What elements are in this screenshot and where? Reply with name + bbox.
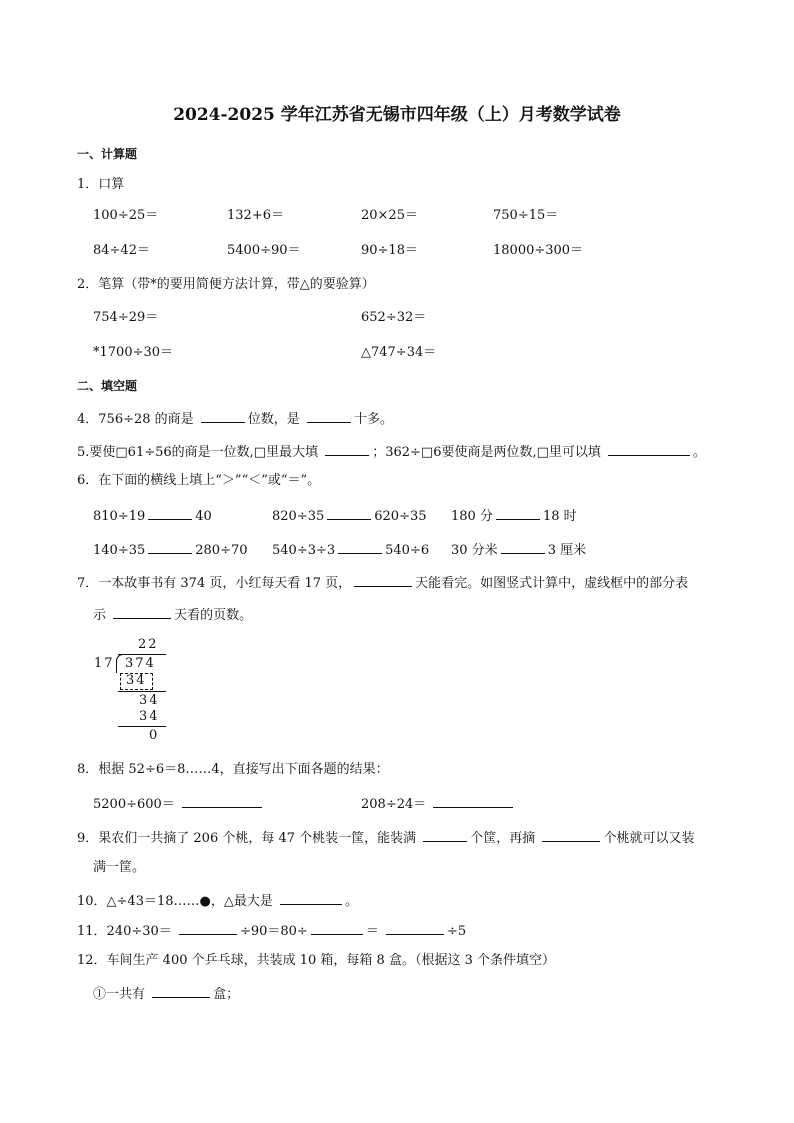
q6-left: 180 分	[451, 509, 493, 524]
q8-text: 5200÷600＝	[93, 797, 175, 812]
ld-divisor: 17	[94, 656, 115, 671]
q1-item: 20×25＝	[361, 208, 418, 223]
q2-item: 754÷29＝	[93, 310, 159, 325]
ld-rule	[118, 691, 166, 692]
q11-text: ＝	[365, 924, 379, 939]
answer-blank[interactable]	[113, 606, 171, 619]
answer-blank[interactable]	[201, 410, 245, 423]
q6-left: 540÷3÷3	[272, 543, 336, 558]
ld-product: 34	[139, 709, 160, 724]
answer-blank[interactable]	[386, 922, 444, 935]
q6-left: 810÷19	[93, 509, 146, 524]
q6-item	[451, 507, 577, 525]
q8-item	[93, 795, 265, 813]
q6-item	[93, 507, 212, 525]
q1-item: 100÷25＝	[93, 208, 159, 223]
ld-remainder: 0	[149, 728, 160, 743]
q2-label: 2．笔算（带*的要用简便方法计算，带△的要验算）	[77, 277, 375, 292]
ld-bracket	[116, 654, 123, 673]
q6-right: 280÷70	[195, 543, 248, 558]
q2-item: *1700÷30＝	[93, 345, 174, 360]
q7-text: 示	[93, 608, 107, 623]
q6-left: 140÷35	[93, 543, 146, 558]
q9-line1	[77, 829, 694, 847]
q12-text: 盒；	[213, 987, 240, 1002]
q6-item	[451, 541, 586, 559]
answer-blank[interactable]	[608, 443, 690, 456]
q11-text: ÷5	[446, 924, 467, 939]
q6-item	[93, 541, 248, 559]
q12-sub1	[93, 985, 239, 1003]
q6-label: 6．在下面的横线上填上“＞”“＜”或“＝”。	[77, 473, 321, 488]
q7-text: 7．一本故事书有 374 页，小红每天看 17 页，	[77, 576, 352, 591]
q6-right: 540÷6	[385, 543, 430, 558]
answer-blank[interactable]	[542, 829, 600, 842]
q10-text: 10．△÷43＝18……●，△最大是	[77, 894, 273, 909]
q6-left: 30 分米	[451, 543, 498, 558]
ld-remainder-step: 34	[139, 693, 160, 708]
section-heading-fill: 二、填空题	[77, 379, 138, 393]
q6-item	[272, 541, 429, 559]
q8-text: 208÷24＝	[361, 797, 427, 812]
answer-blank[interactable]	[152, 985, 210, 998]
ld-dividend: 374	[125, 656, 156, 671]
q1-item: 84÷42＝	[93, 243, 150, 258]
q6-item	[272, 507, 427, 525]
answer-blank[interactable]	[423, 829, 467, 842]
answer-blank[interactable]	[327, 507, 371, 520]
q11-text: 11．240÷30＝	[77, 924, 172, 939]
q4	[77, 410, 393, 428]
q5-text: 5.要使□61÷56的商是一位数,□里最大填	[77, 445, 319, 460]
answer-blank[interactable]	[148, 541, 192, 554]
answer-blank[interactable]	[338, 541, 382, 554]
section-heading-calc: 一、计算题	[77, 147, 138, 161]
q5-text: 。	[693, 445, 707, 460]
q12-label: 12．车间生产 400 个乒乓球，共装成 10 箱，每箱 8 盒。（根据这 3 个条件填空）	[77, 953, 555, 968]
answer-blank[interactable]	[354, 574, 412, 587]
q1-item: 18000÷300＝	[493, 243, 584, 258]
q1-label: 1．口算	[77, 177, 125, 192]
q7-line2	[93, 606, 252, 624]
q5	[77, 443, 706, 461]
answer-blank[interactable]	[307, 410, 351, 423]
answer-blank[interactable]	[280, 892, 342, 905]
q6-right: 3 厘米	[547, 543, 587, 558]
q12-text: ①一共有	[93, 987, 146, 1002]
q2-item: 652÷32＝	[361, 310, 427, 325]
q7-line1	[77, 574, 688, 592]
q4-text: 4．756÷28 的商是	[77, 412, 194, 427]
q1-item: 5400÷90＝	[227, 243, 301, 258]
answer-blank[interactable]	[496, 507, 540, 520]
answer-blank[interactable]	[182, 795, 262, 808]
ld-product: 34	[126, 673, 147, 688]
q8-label: 8．根据 52÷6＝8……4，直接写出下面各题的结果：	[77, 762, 389, 777]
q2-item: △747÷34＝	[361, 345, 437, 360]
q6-right: 40	[195, 509, 212, 524]
answer-blank[interactable]	[311, 922, 363, 935]
answer-blank[interactable]	[433, 795, 513, 808]
q4-text: 位数，是	[247, 412, 300, 427]
q11	[77, 922, 466, 940]
q10-text: 。	[345, 894, 359, 909]
q8-item	[361, 795, 516, 813]
q9-line2: 满一筐。	[93, 860, 146, 875]
page-title: 2024-2025 学年江苏省无锡市四年级（上）月考数学试卷	[173, 105, 621, 125]
answer-blank[interactable]	[179, 922, 237, 935]
q5-text: ；362÷□6要使商是两位数,□里可以填	[372, 445, 601, 460]
answer-blank[interactable]	[325, 443, 369, 456]
q6-right: 18 时	[542, 509, 577, 524]
q1-item: 132+6＝	[227, 208, 284, 223]
q1-item: 90÷18＝	[361, 243, 418, 258]
q9-text: 个筐，再摘	[470, 831, 536, 846]
q7-text: 天看的页数。	[174, 608, 253, 623]
ld-quotient: 22	[138, 637, 159, 652]
q9-text: 个桃就可以又装	[603, 831, 695, 846]
q4-text: 十多。	[353, 412, 393, 427]
q11-text: ÷90＝80÷	[239, 924, 308, 939]
ld-vinculum	[118, 654, 166, 655]
q7-text: 天能看完。如图竖式计算中，虚线框中的部分表	[415, 576, 689, 591]
answer-blank[interactable]	[501, 541, 545, 554]
q6-right: 620÷35	[374, 509, 427, 524]
answer-blank[interactable]	[148, 507, 192, 520]
ld-rule	[118, 726, 166, 727]
q6-left: 820÷35	[272, 509, 325, 524]
q10	[77, 892, 358, 910]
q1-item: 750÷15＝	[493, 208, 559, 223]
q9-text: 9．果农们一共摘了 206 个桃，每 47 个桃装一筐，能装满	[77, 831, 417, 846]
